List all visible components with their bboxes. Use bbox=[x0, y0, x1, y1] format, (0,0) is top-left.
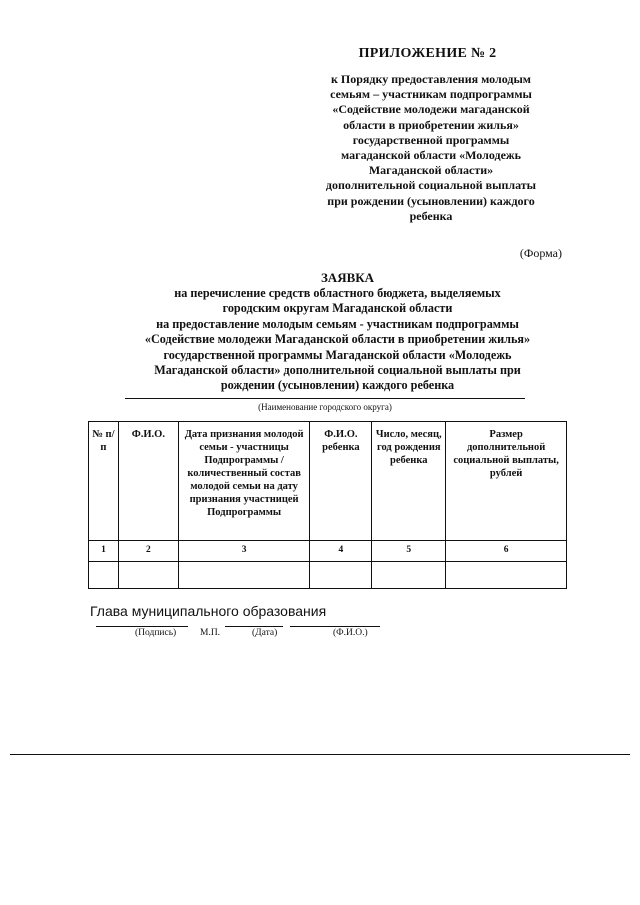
column-number: 1 bbox=[89, 541, 119, 562]
table-cell[interactable] bbox=[372, 562, 446, 589]
column-number: 2 bbox=[118, 541, 178, 562]
appendix-line: государственной программы bbox=[352, 132, 510, 147]
request-subtitle bbox=[85, 286, 590, 394]
appendix-line: к Порядку предоставления молодым bbox=[331, 72, 531, 86]
header-recognition-date: Дата признания молодой семьи - участницы Подпрограммы / количественный состав молодой семьи на дату признания участницей Подпрограммы bbox=[178, 422, 310, 541]
request-line: государственной программы Магаданской области «Молодежь bbox=[163, 347, 512, 362]
name-line[interactable] bbox=[290, 626, 380, 627]
header-birth-date: Число, месяц, год рождения ребенка bbox=[372, 422, 446, 541]
column-number-row bbox=[89, 541, 567, 562]
column-number: 3 bbox=[178, 541, 310, 562]
table-cell[interactable] bbox=[89, 562, 119, 589]
appendix-line: при рождении (усыновлении) каждого bbox=[327, 193, 535, 208]
appendix-line: магаданской области «Молодежь bbox=[341, 148, 521, 163]
request-line: рождении (усыновлении) каждого ребенка bbox=[220, 378, 455, 393]
request-line: на предоставление молодым семьям - участникам подпрограммы bbox=[156, 316, 519, 331]
table-header-row bbox=[89, 422, 567, 541]
page-divider bbox=[10, 754, 630, 755]
request-line: «Содействие молодежи Магаданской области в приобретении жилья» bbox=[144, 332, 531, 347]
header-number: № п/п bbox=[89, 422, 119, 541]
signature-caption: (Подпись) bbox=[135, 628, 177, 638]
seal-caption: М.П. bbox=[200, 628, 221, 638]
table-cell[interactable] bbox=[310, 562, 372, 589]
appendix-line: «Содействие молодежи магаданской bbox=[332, 102, 530, 117]
district-caption: (Наименование городского округа) bbox=[258, 402, 392, 412]
appendix-line: Магаданской области» bbox=[368, 163, 494, 178]
signature-line[interactable] bbox=[96, 626, 188, 627]
date-line[interactable] bbox=[225, 626, 283, 627]
column-number: 5 bbox=[372, 541, 446, 562]
column-number: 6 bbox=[446, 541, 567, 562]
table-row bbox=[89, 562, 567, 589]
header-full-name: Ф.И.О. bbox=[118, 422, 178, 541]
table-cell[interactable] bbox=[118, 562, 178, 589]
appendix-title: ПРИЛОЖЕНИЕ № 2 bbox=[358, 46, 497, 61]
applications-table bbox=[88, 421, 567, 589]
appendix-line: области в приобретении жилья» bbox=[343, 117, 519, 132]
name-caption: (Ф.И.О.) bbox=[333, 628, 368, 638]
request-line: на перечисление средств областного бюджета, выделяемых bbox=[174, 286, 501, 300]
appendix-reference bbox=[300, 72, 562, 224]
request-line: городским округам Магаданской области bbox=[222, 301, 453, 316]
header-payment-amount: Размер дополнительной социальной выплаты, рублей bbox=[446, 422, 567, 541]
district-name-line[interactable] bbox=[125, 398, 525, 399]
form-label: (Форма) bbox=[519, 246, 562, 260]
request-title: ЗАЯВКА bbox=[320, 270, 375, 285]
table-cell[interactable] bbox=[446, 562, 567, 589]
column-number: 4 bbox=[310, 541, 372, 562]
header-child-name: Ф.И.О. ребенка bbox=[310, 422, 372, 541]
signature-title: Глава муниципального образования bbox=[90, 603, 327, 619]
table-cell[interactable] bbox=[178, 562, 310, 589]
appendix-line: ребенка bbox=[409, 208, 453, 223]
appendix-line: семьям – участникам подпрограммы bbox=[330, 87, 532, 102]
date-caption: (Дата) bbox=[252, 628, 278, 638]
request-line: Магаданской области» дополнительной социальной выплаты при bbox=[154, 363, 521, 378]
appendix-line: дополнительной социальной выплаты bbox=[325, 178, 537, 193]
